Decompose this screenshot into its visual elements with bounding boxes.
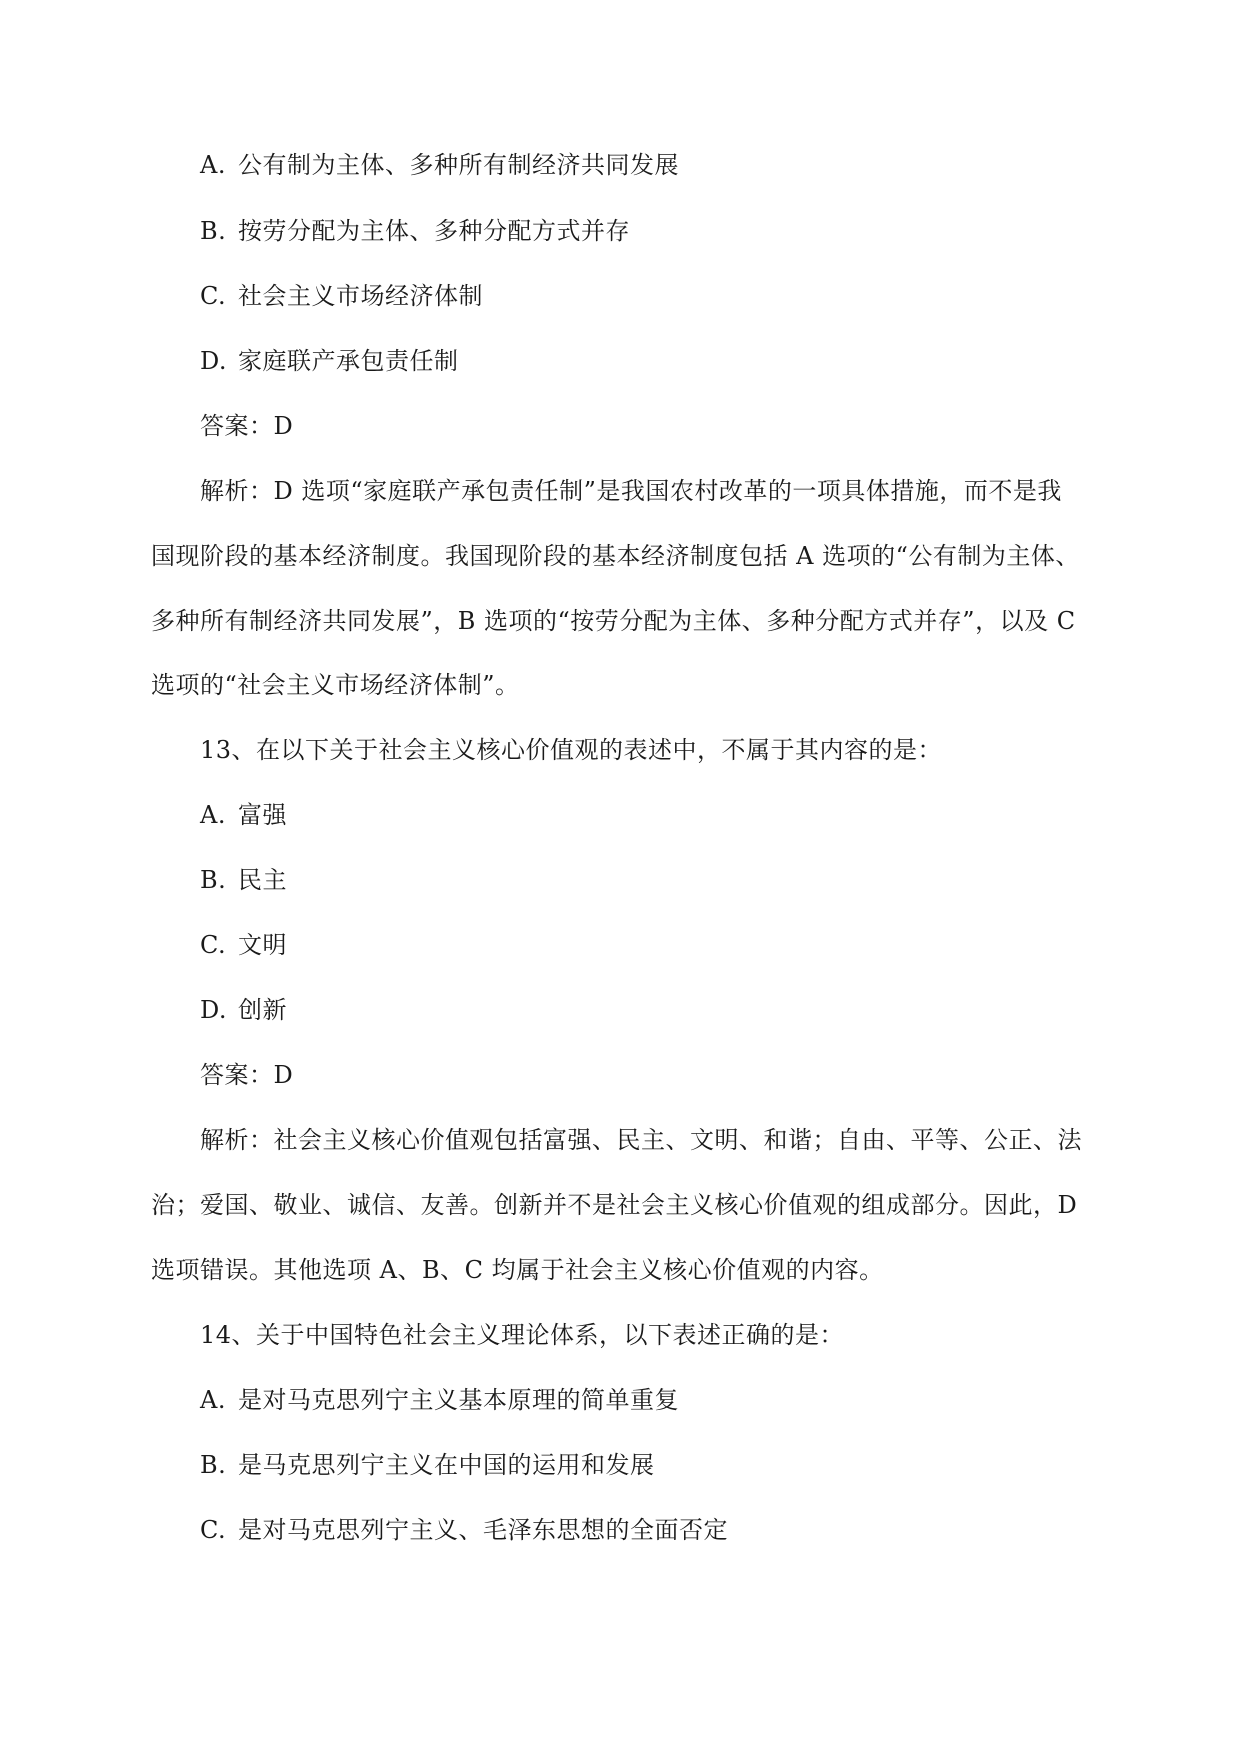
q12-option-c: [200, 281, 483, 311]
q12-answer: 答案：D: [200, 412, 294, 440]
q12-analysis-line-2: 国现阶段的基本经济制度。我国现阶段的基本经济制度包括 A 选项的“公有制为主体、: [151, 542, 1080, 570]
option-letter: C.: [200, 931, 227, 959]
q12-analysis-line-1: 解析：D 选项“家庭联产承包责任制”是我国农村改革的一项具体措施，而不是我: [200, 477, 1062, 505]
q13-analysis-line-3: 选项错误。其他选项 A、B、C 均属于社会主义核心价值观的内容。: [151, 1256, 884, 1284]
option-text: 是马克思列宁主义在中国的运用和发展: [238, 1451, 655, 1479]
option-letter: D.: [200, 347, 228, 375]
q13-analysis-line-1: 解析：社会主义核心价值观包括富强、民主、文明、和谐；自由、平等、公正、法: [200, 1126, 1082, 1154]
option-text: 文明: [238, 931, 287, 959]
q13-option-d: [200, 995, 287, 1025]
q12-analysis-line-4: 选项的“社会主义市场经济体制”。: [151, 671, 520, 699]
option-letter: B.: [200, 866, 227, 894]
q12-option-b: [200, 216, 630, 246]
option-letter: C.: [200, 282, 227, 310]
option-text: 按劳分配为主体、多种分配方式并存: [238, 217, 630, 245]
q13-option-b: [200, 865, 287, 895]
q14-option-a: [200, 1385, 679, 1415]
q13-option-a: [200, 800, 287, 830]
q14-option-b: [200, 1450, 655, 1480]
q14-option-c: [200, 1515, 728, 1545]
option-letter: A.: [200, 801, 226, 829]
option-text: 公有制为主体、多种所有制经济共同发展: [238, 151, 679, 179]
option-letter: B.: [200, 217, 227, 245]
option-letter: B.: [200, 1451, 227, 1479]
option-text: 民主: [238, 866, 287, 894]
option-text: 富强: [238, 801, 287, 829]
q13-option-c: [200, 930, 287, 960]
q14-title: 14、关于中国特色社会主义理论体系，以下表述正确的是：: [200, 1321, 845, 1349]
option-text: 家庭联产承包责任制: [238, 347, 459, 375]
option-letter: A.: [200, 151, 226, 179]
option-text: 是对马克思列宁主义基本原理的简单重复: [238, 1386, 679, 1414]
q12-option-d: [200, 346, 459, 376]
option-letter: D.: [200, 996, 228, 1024]
q13-analysis-line-2: 治；爱国、敬业、诚信、友善。创新并不是社会主义核心价值观的组成部分。因此，D: [151, 1191, 1078, 1219]
option-letter: C.: [200, 1516, 227, 1544]
q13-title: 13、在以下关于社会主义核心价值观的表述中，不属于其内容的是：: [200, 736, 943, 764]
q12-option-a: [200, 150, 679, 180]
option-text: 是对马克思列宁主义、毛泽东思想的全面否定: [238, 1516, 728, 1544]
q13-answer: 答案：D: [200, 1061, 294, 1089]
option-text: 社会主义市场经济体制: [238, 282, 483, 310]
option-text: 创新: [238, 996, 287, 1024]
q12-analysis-line-3: 多种所有制经济共同发展”，B 选项的“按劳分配为主体、多种分配方式并存”，以及 C: [151, 607, 1076, 635]
option-letter: A.: [200, 1386, 226, 1414]
